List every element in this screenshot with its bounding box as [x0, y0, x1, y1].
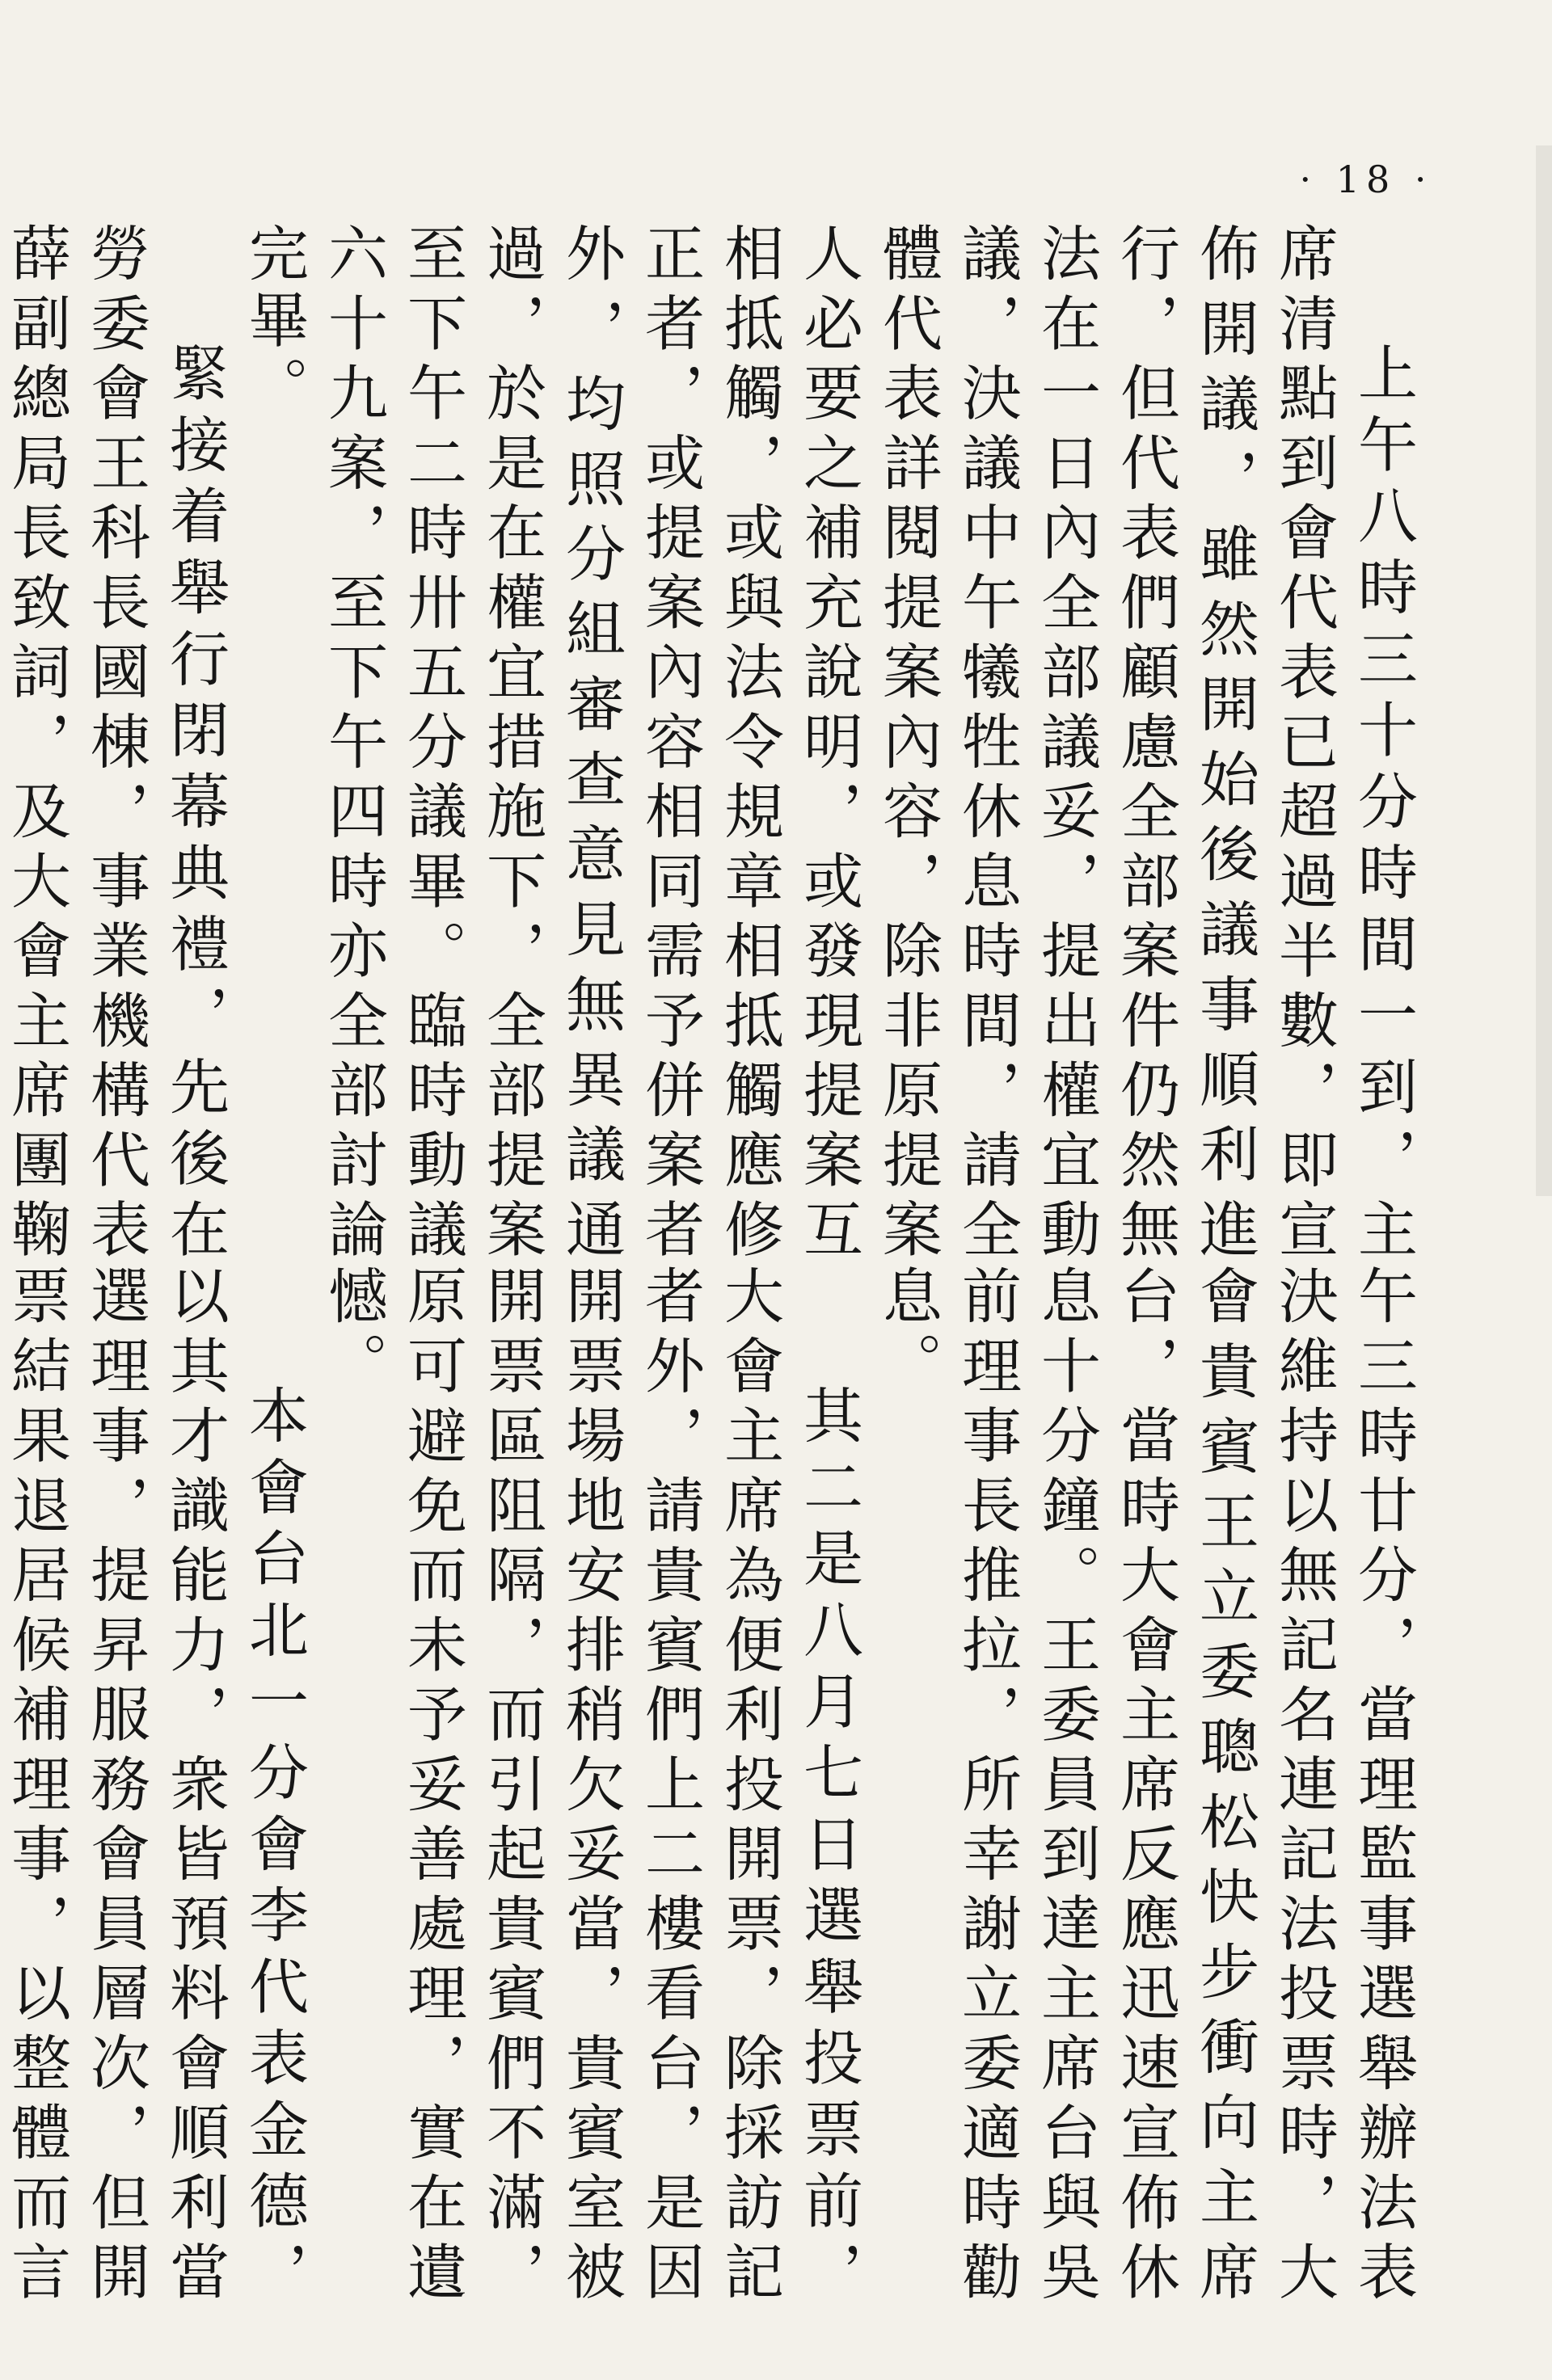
lower-paragraph-1: 午三時廿分，當理監事選舉辦法表決維持以無記名連記法投票時，大會貴賓王立委聰松快步衝向主席台，當時大會主席反應迅速宣佈休息十分鐘。王委員到達主席台與吳前理事長推拉，所幸謝立委適時勸息。: [873, 1265, 1418, 2307]
lower-text-block: [2, 1265, 1423, 2307]
upper-text-block: [2, 222, 1423, 1265]
page-number: · 18 ·: [1299, 158, 1433, 201]
lower-paragraph-2: 其二是八月七日選舉投票前，大會主席為便利投開票，除採訪記者外，請貴賓們上二樓看台，是因開票場地安排稍欠妥當，貴賓室被開票區阻隔，而引起貴賓們不滿，原可避免而未予妥善處理，實在遺憾。: [318, 1265, 863, 2307]
upper-paragraph-2: 緊接着舉行閉幕典禮，先後在勞委會王科長國棟，事業機構代表薛副總局長致詞，及大會主席團鞠: [2, 222, 230, 1265]
bleed-through-mark: [1536, 145, 1552, 1196]
upper-paragraph-1: 上午八時三十分時間一到，主席清點到會代表已超過半數，即宣佈開議，雖然開始後議事順利進行，但代表們顧慮全部案件仍然無法在一日內全部議妥，提出權宜動議，決議中午犧牲休息時間，請全體代表詳閱提案內容，除非原提案人必要之補充說明，或發現提案互相抵觸，或與法令規章相抵觸應修正者，或提案內容相同需予併案者外，均照分組審查意見無異議通過，於是在權宜措施下，全部提案至下午二時卅五分議畢。臨時動議六十九案，至下午四時亦全部討論完畢。: [239, 222, 1418, 1265]
lower-paragraph-3: 本會台北一分會李代表金德，以其才識能力，衆皆預料會順利當選理事，提昇服務會員層次，但開票結果退居候補理事，以整體而言: [2, 1265, 309, 2307]
